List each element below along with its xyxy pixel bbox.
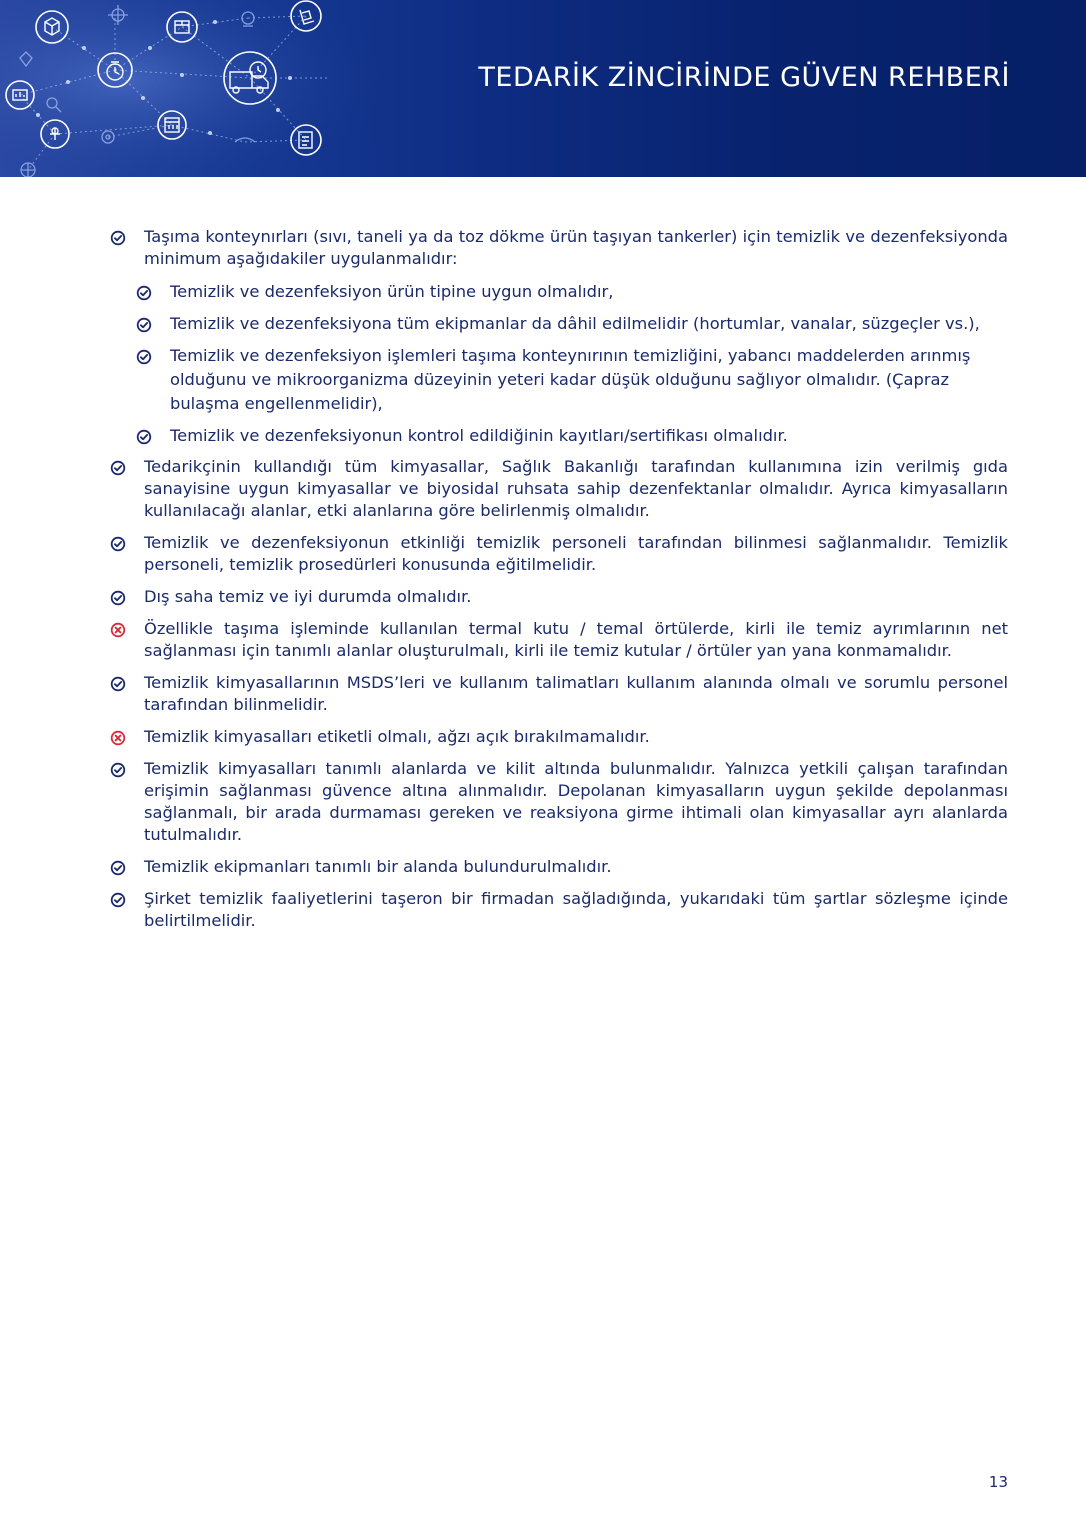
- sub-list-item: [136, 280, 1008, 304]
- check-circle-icon: [110, 230, 126, 246]
- cross-circle-icon: [110, 622, 126, 638]
- list-item: [110, 758, 1008, 846]
- list-item: [110, 226, 1008, 270]
- sub-list-item: [136, 312, 1008, 336]
- list-item-text: Özellikle taşıma işleminde kullanılan termal kutu / temal örtülerde, kirli ile temiz ayrımlarının net sağlanması için tanımlı alanlar oluşturulmalı, kirli ile temiz kutular / örtüler yan yana konmamalıdır.: [144, 619, 1008, 660]
- check-circle-icon: [136, 317, 152, 333]
- supply-chain-network-illustration: [0, 0, 420, 177]
- list-item-text: Temizlik kimyasalları etiketli olmalı, ağzı açık bırakılmamalıdır.: [144, 727, 650, 746]
- check-circle-icon: [110, 536, 126, 552]
- list-item-text: Temizlik kimyasalları tanımlı alanlarda ve kilit altında bulunmalıdır. Yalnızca yetkili çalışan tarafından erişimin sağlanması güvence altına alınmalıdır. Depolanan kimyasalların uygun şekilde depolanması sağlanmalı, bir arada durmaması gereken ve reaksiyona girme ihtimali olan kimyasallar ayrı alanlarda tutulmalıdır.: [144, 759, 1008, 844]
- check-circle-icon: [110, 892, 126, 908]
- check-circle-icon: [110, 460, 126, 476]
- list-item: [110, 888, 1008, 932]
- list-item: [110, 618, 1008, 662]
- page-header: [0, 0, 1086, 177]
- sub-list-item: [136, 424, 1008, 448]
- list-item: [110, 726, 1008, 748]
- list-item-text: Temizlik ve dezenfeksiyona tüm ekipmanlar da dâhil edilmelidir (hortumlar, vanalar, süzgeçler vs.),: [170, 314, 980, 333]
- requirements-list: [110, 226, 1008, 942]
- list-item: [110, 456, 1008, 522]
- check-circle-icon: [110, 762, 126, 778]
- check-circle-icon: [110, 590, 126, 606]
- cross-circle-icon: [110, 730, 126, 746]
- list-item-text: Tedarikçinin kullandığı tüm kimyasallar, Sağlık Bakanlığı tarafından kullanımına izin verilmiş gıda sanayisine uygun kimyasallar ve biyosidal ruhsata sahip dezenfektanlar olmalıdır. Ayrıca kimyasalların kullanılacağı alanlar, etki alanlarına göre belirlenmiş olmalıdır.: [144, 457, 1008, 520]
- list-item: [110, 586, 1008, 608]
- document-title: TEDARİK ZİNCİRİNDE GÜVEN REHBERİ: [478, 62, 1010, 93]
- list-item: [110, 672, 1008, 716]
- page-number: 13: [988, 1473, 1008, 1491]
- list-item: [110, 856, 1008, 878]
- check-circle-icon: [136, 349, 152, 365]
- list-item-text: Dış saha temiz ve iyi durumda olmalıdır.: [144, 587, 472, 606]
- check-circle-icon: [110, 676, 126, 692]
- list-item-text: Temizlik ve dezenfeksiyon işlemleri taşıma konteynırının temizliğini, yabancı maddelerden arınmış olduğunu ve mikroorganizma düzeyinin yeteri kadar düşük olduğunu sağlıyor olmalıdır. (Çapraz bulaşma engellenmelidir),: [170, 346, 971, 413]
- check-circle-icon: [136, 429, 152, 445]
- list-item-text: Temizlik ve dezenfeksiyon ürün tipine uygun olmalıdır,: [170, 282, 614, 301]
- list-item-text: Temizlik ve dezenfeksiyonun etkinliği temizlik personeli tarafından bilinmesi sağlanmalıdır. Temizlik personeli, temizlik prosedürleri konusunda eğitilmelidir.: [144, 533, 1008, 574]
- list-item-text: Taşıma konteynırları (sıvı, taneli ya da toz dökme ürün taşıyan tankerler) için temizlik ve dezenfeksiyonda minimum aşağıdakiler uygulanmalıdır:: [144, 227, 1008, 268]
- list-item-text: Şirket temizlik faaliyetlerini taşeron bir firmadan sağladığında, yukarıdaki tüm şartlar sözleşme içinde belirtilmelidir.: [144, 889, 1008, 930]
- list-item-text: Temizlik kimyasallarının MSDS’leri ve kullanım talimatları kullanım alanında olmalı ve sorumlu personel tarafından bilinmelidir.: [144, 673, 1008, 714]
- list-item-text: Temizlik ve dezenfeksiyonun kontrol edildiğinin kayıtları/sertifikası olmalıdır.: [170, 426, 788, 445]
- check-circle-icon: [110, 860, 126, 876]
- list-item: [110, 532, 1008, 576]
- check-circle-icon: [136, 285, 152, 301]
- sub-list-item: [136, 344, 1008, 416]
- list-item-text: Temizlik ekipmanları tanımlı bir alanda bulundurulmalıdır.: [144, 857, 612, 876]
